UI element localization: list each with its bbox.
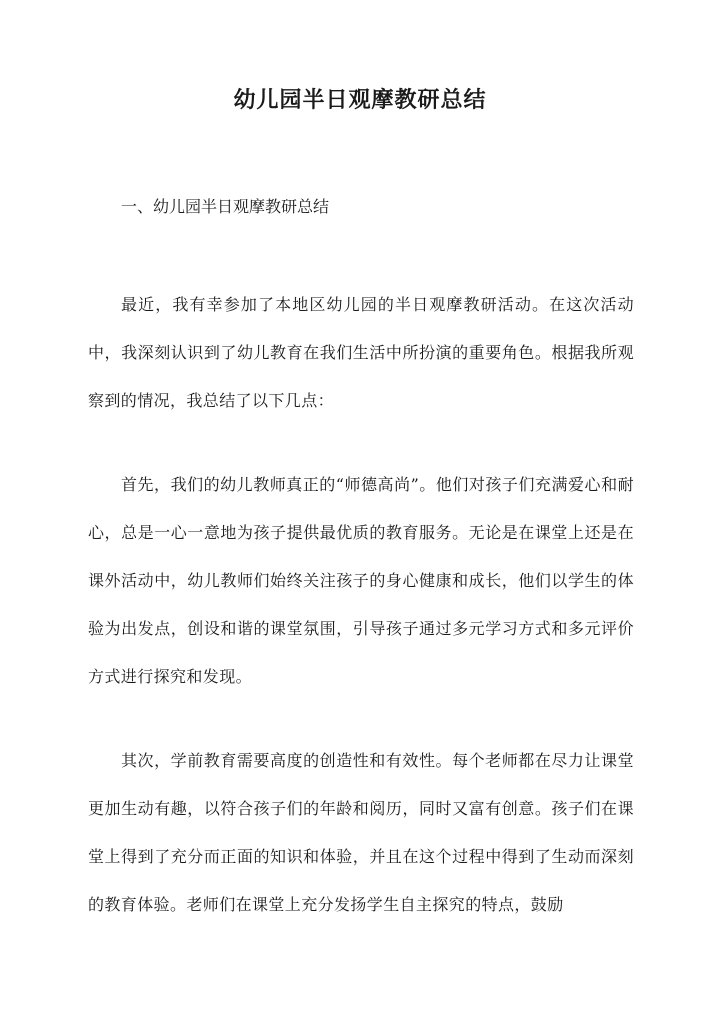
paragraph-second-point: 其次，学前教育需要高度的创造性和有效性。每个老师都在尽力让课堂更加生动有趣，以符合孩子们的年龄和阅历，同时又富有创意。孩子们在课堂上得到了充分而正面的知识和体验，并且在这个过程中得到了生动而深刻的教育体验。老师们在课堂上充分发扬学生自主探究的特点，鼓励 xyxy=(88,751,634,914)
paragraph-first-point: 首先，我们的幼儿教师真正的“师德高尚”。他们对孩子们充满爱心和耐心，总是一心一意地为孩子提供最优质的教育服务。无论是在课堂上还是在课外活动中，幼儿教师们始终关注孩子的身心健康和成长，他们以学生的体验为出发点，创设和谐的课堂氛围，引导孩子通过多元学习方式和多元评价方式进行探究和发现。 xyxy=(88,475,634,686)
section-heading: 一、幼儿园半日观摩教研总结 xyxy=(121,197,330,216)
document-title: 幼儿园半日观摩教研总结 xyxy=(233,87,487,113)
paragraph-intro: 最近，我有幸参加了本地区幼儿园的半日观摩教研活动。在这次活动中，我深刻认识到了幼儿教育在我们生活中所扮演的重要角色。根据我所观察到的情况，我总结了以下几点： xyxy=(88,295,634,410)
